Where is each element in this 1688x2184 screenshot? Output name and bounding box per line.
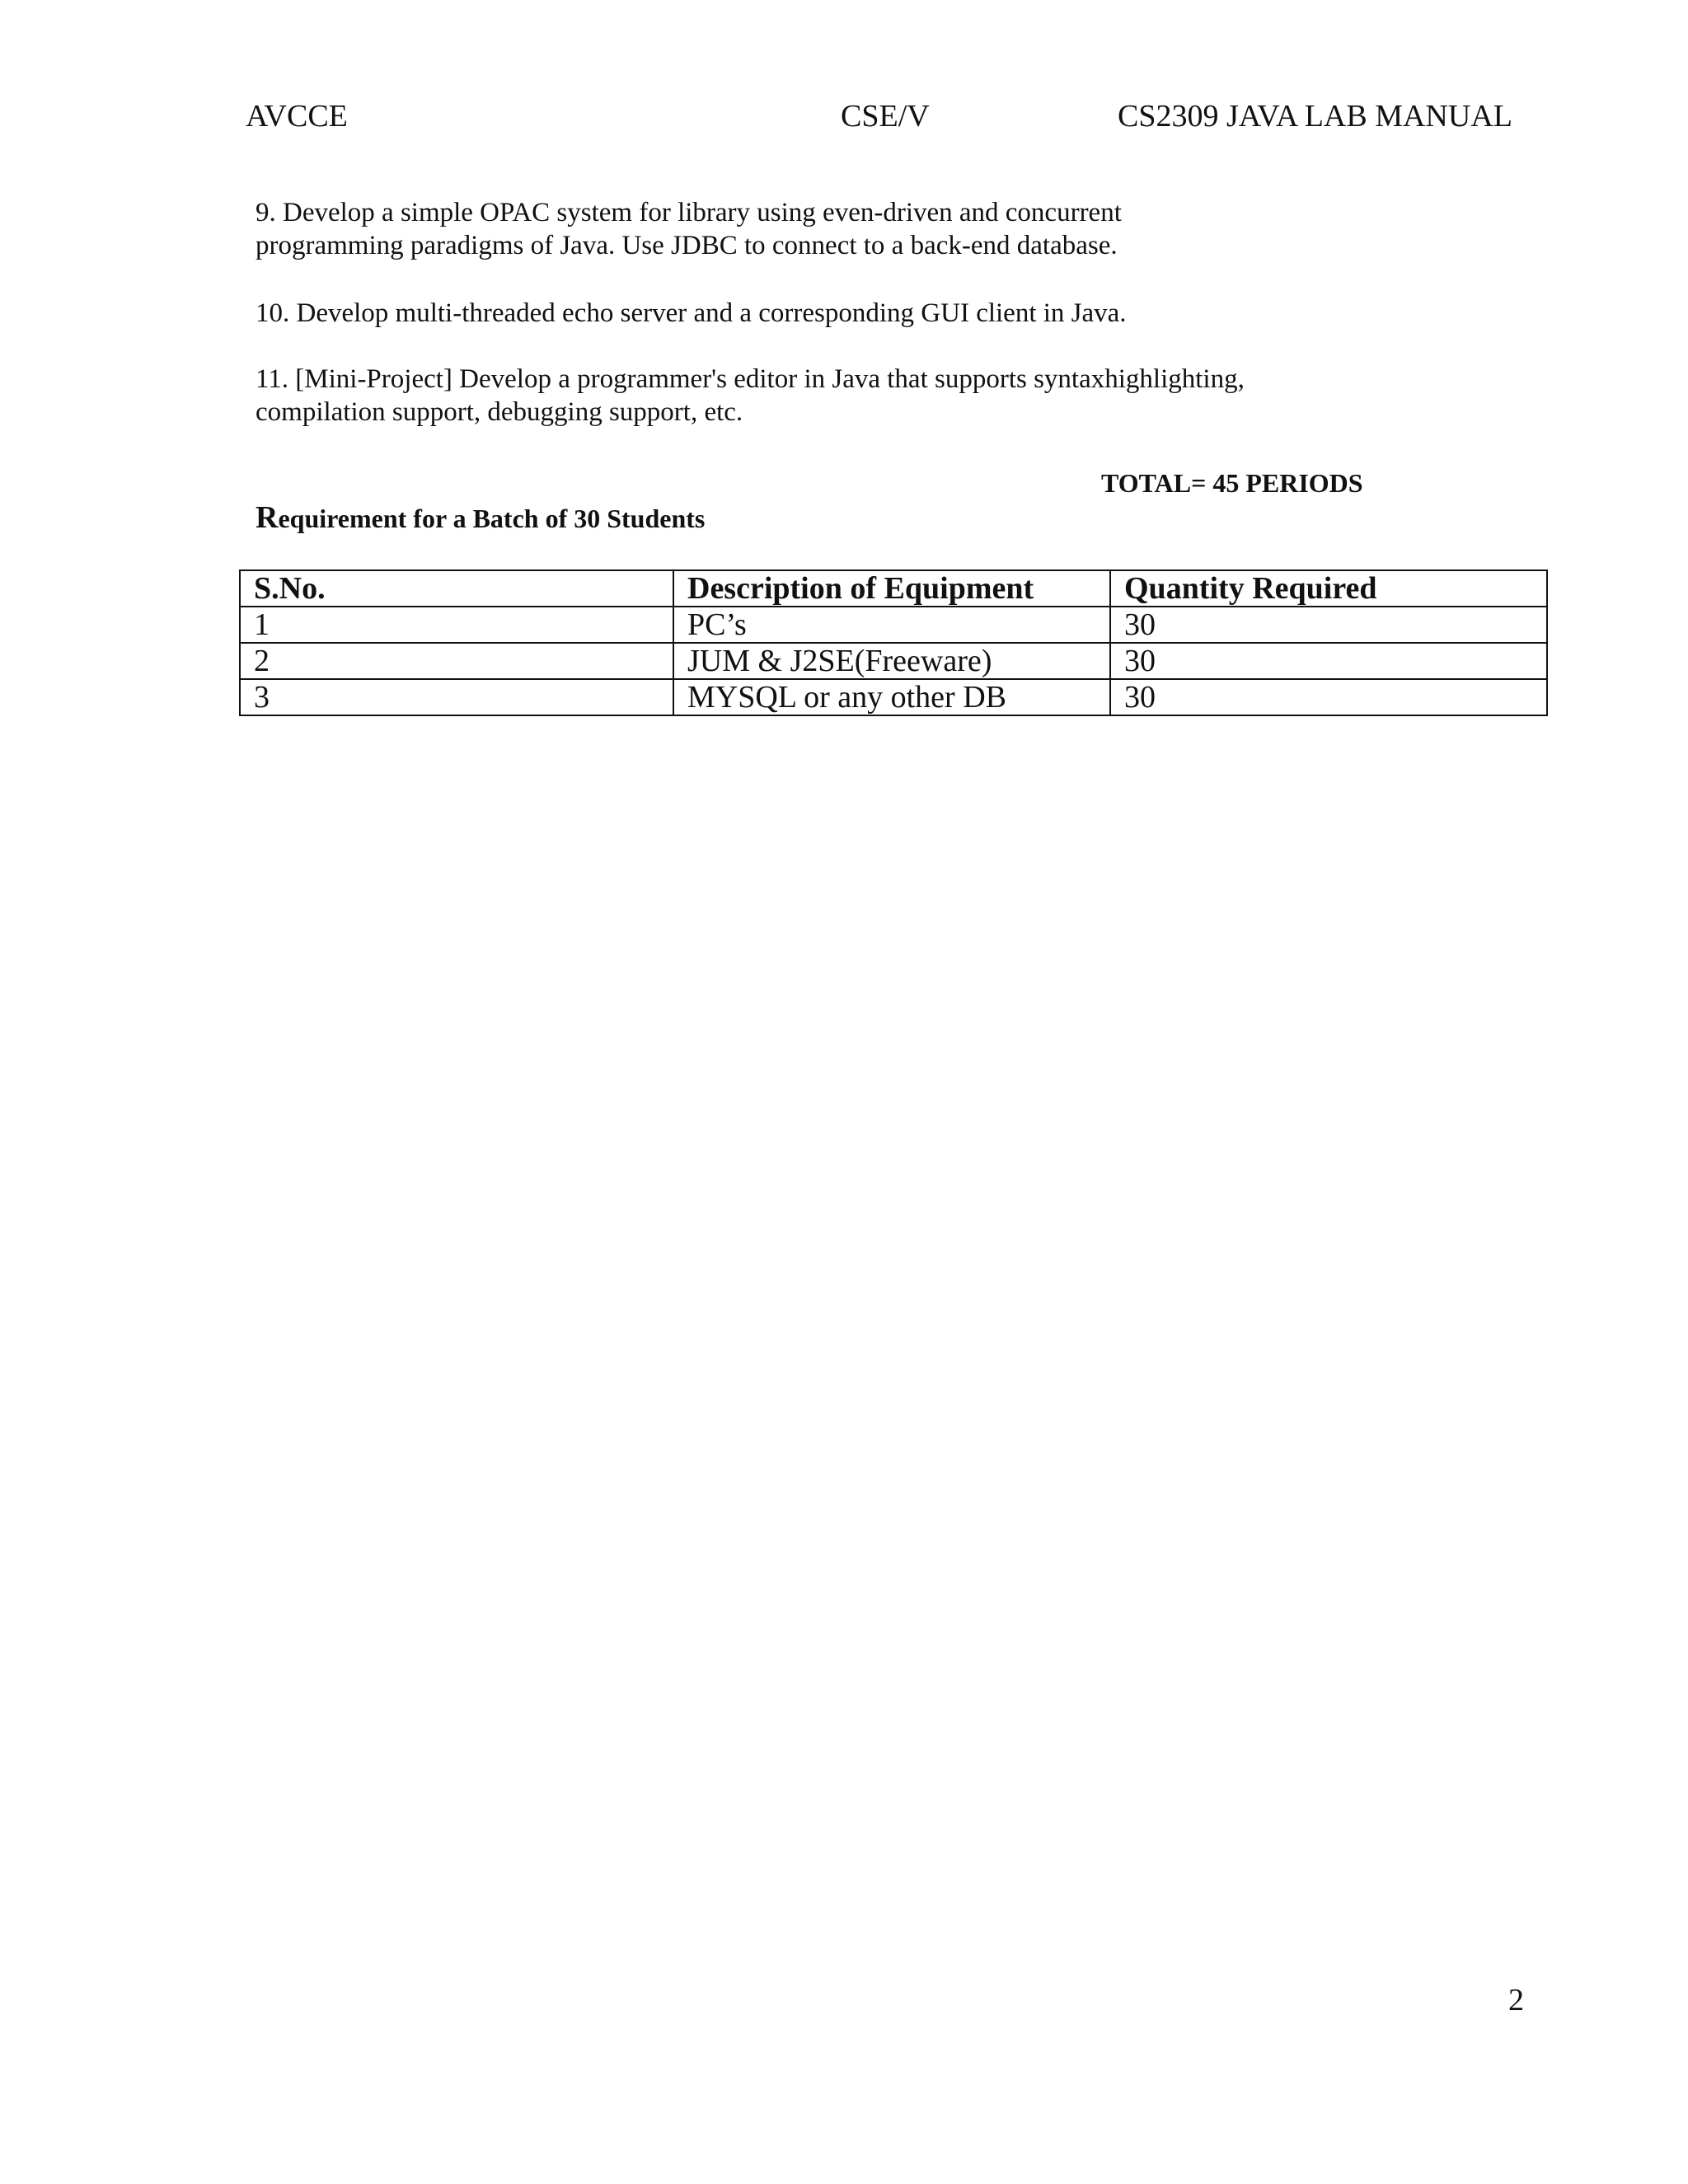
cell-description: JUM & J2SE(Freeware) <box>673 643 1110 679</box>
cell-quantity: 30 <box>1110 607 1547 643</box>
table-row <box>240 643 1547 679</box>
column-header-description: Description of Equipment <box>673 570 1110 607</box>
cell-quantity: 30 <box>1110 679 1547 715</box>
table-row <box>240 607 1547 643</box>
cell-quantity: 30 <box>1110 643 1547 679</box>
column-header-sno: S.No. <box>240 570 673 607</box>
header-manual-title: CS2309 JAVA LAB MANUAL <box>1118 99 1512 134</box>
exercise-item-9-line-2: programming paradigms of Java. Use JDBC to connect to a back-end database. <box>256 231 1118 260</box>
cell-sno: 3 <box>240 679 673 715</box>
cell-sno: 1 <box>240 607 673 643</box>
total-periods: TOTAL= 45 PERIODS <box>1101 468 1363 498</box>
header-institution: AVCCE <box>246 99 348 134</box>
equipment-table <box>239 569 1548 716</box>
column-header-quantity: Quantity Required <box>1110 570 1547 607</box>
exercise-item-11-line-2: compilation support, debugging support, etc. <box>256 397 743 427</box>
exercise-item-10 <box>256 297 1426 330</box>
exercise-item-11 <box>256 363 1426 429</box>
requirement-heading <box>256 501 705 535</box>
cell-sno: 2 <box>240 643 673 679</box>
exercise-item-9 <box>256 196 1426 262</box>
requirement-heading-rest: equirement for a Batch of 30 Students <box>278 504 706 533</box>
table-header-row <box>240 570 1547 607</box>
exercise-item-9-line-1: 9. Develop a simple OPAC system for library using even-driven and concurrent <box>256 198 1122 227</box>
table-row <box>240 679 1547 715</box>
exercise-item-11-line-1: 11. [Mini-Project] Develop a programmer's editor in Java that supports syntaxhighlighting, <box>256 364 1245 394</box>
page-number: 2 <box>1508 1983 1524 2018</box>
cell-description: MYSQL or any other DB <box>673 679 1110 715</box>
cell-description: PC’s <box>673 607 1110 643</box>
requirement-heading-initial: R <box>256 500 279 535</box>
exercise-item-10-line-1: 10. Develop multi-threaded echo server and a corresponding GUI client in Java. <box>256 298 1127 328</box>
header-department: CSE/V <box>841 99 930 134</box>
